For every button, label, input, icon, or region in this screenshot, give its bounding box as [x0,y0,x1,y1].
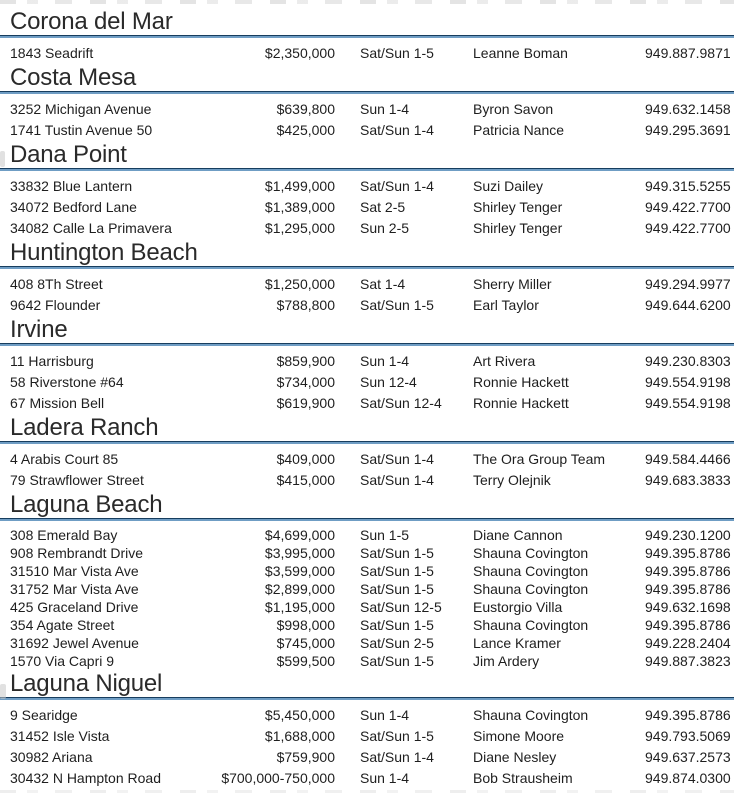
city-section [0,141,734,239]
listing-address: 308 Emerald Bay [10,527,118,543]
agent-phone: 949.395.8786 [645,617,731,633]
open-house-time: Sat/Sun 1-4 [360,178,434,194]
agent-phone: 949.793.5069 [645,728,731,744]
scan-artifact [0,684,6,699]
listing-price: $619,900 [276,395,335,411]
address-price-cell [10,562,335,580]
address-price-cell [10,616,335,634]
agent-phone: 949.887.3823 [645,653,731,669]
listing-price: $425,000 [276,122,335,138]
listing-row [0,393,734,414]
agent-phone: 949.554.9198 [645,374,731,390]
address-price-cell [10,768,335,789]
listing-row [0,43,734,64]
listing-row [0,634,734,652]
listing-price: $1,195,000 [264,599,335,615]
listing-price: $5,450,000 [264,707,335,723]
open-house-time: Sat/Sun 1-5 [360,45,434,61]
listing-row [0,705,734,726]
listing-rows [0,171,734,239]
listing-row [0,351,734,372]
listing-row [0,176,734,197]
listing-row [0,372,734,393]
address-price-cell [10,274,335,295]
open-house-time: Sat/Sun 12-5 [360,599,442,615]
listing-address: 9642 Flounder [10,297,101,313]
clipped-row-artifact-top [0,0,734,4]
listing-rows [0,38,734,64]
address-price-cell [10,120,335,141]
listing-address: 408 8Th Street [10,276,103,292]
agent-phone: 949.315.5255 [645,178,731,194]
listing-address: 33832 Blue Lantern [10,178,133,194]
listing-address: 1741 Tustin Avenue 50 [10,122,153,138]
listing-price: $2,899,000 [264,581,335,597]
agent-phone: 949.422.7700 [645,220,731,236]
listing-agent: Shauna Covington [473,545,589,561]
listing-price: $3,995,000 [264,545,335,561]
listing-row [0,470,734,491]
listing-address: 31452 Isle Vista [10,728,110,744]
agent-phone: 949.395.8786 [645,707,731,723]
address-price-cell [10,747,335,768]
listing-row [0,120,734,141]
open-house-time: Sat/Sun 1-4 [360,122,434,138]
listing-price: $759,900 [276,749,335,765]
listing-row [0,295,734,316]
listing-address: 3252 Michigan Avenue [10,101,152,117]
address-price-cell [10,197,335,218]
city-section [0,64,734,141]
city-heading: Huntington Beach [10,239,198,266]
city-section [0,316,734,414]
listing-price: $409,000 [276,451,335,467]
agent-phone: 949.228.2404 [645,635,731,651]
city-heading: Corona del Mar [10,8,173,35]
listing-agent: The Ora Group Team [473,451,606,467]
listing-price: $415,000 [276,472,335,488]
address-price-cell [10,634,335,652]
listing-address: 1843 Seadrift [10,45,94,61]
city-heading: Costa Mesa [10,64,137,91]
address-price-cell [10,218,335,239]
listing-agent: Shirley Tenger [473,220,563,236]
listing-agent: Patricia Nance [473,122,565,138]
open-house-time: Sun 1-4 [360,707,410,723]
agent-phone: 949.395.8786 [645,563,731,579]
listing-row [0,598,734,616]
agent-phone: 949.644.6200 [645,297,731,313]
listing-agent: Shauna Covington [473,617,589,633]
agent-phone: 949.294.9977 [645,276,731,292]
listing-address: 31692 Jewel Avenue [10,635,139,651]
listing-agent: Bob Strausheim [473,770,573,786]
listing-price: $1,295,000 [264,220,335,236]
listing-agent: Earl Taylor [473,297,539,313]
address-price-cell [10,99,335,120]
agent-phone: 949.295.3691 [645,122,731,138]
listing-address: 67 Mission Bell [10,395,105,411]
address-price-cell [10,393,335,414]
listing-price: $639,800 [276,101,335,117]
listing-price: $700,000-750,000 [221,770,335,786]
open-house-time: Sat/Sun 1-5 [360,563,434,579]
address-price-cell [10,726,335,747]
address-price-cell [10,526,335,544]
open-house-time: Sat/Sun 1-5 [360,728,434,744]
address-price-cell [10,544,335,562]
listing-agent: Shirley Tenger [473,199,563,215]
open-house-time: Sat 1-4 [360,276,406,292]
listing-row [0,616,734,634]
listing-agent: Diane Cannon [473,527,563,543]
open-house-time: Sun 1-4 [360,770,410,786]
listing-address: 31752 Mar Vista Ave [10,581,139,597]
city-heading: Irvine [10,316,68,343]
listing-agent: Ronnie Hackett [473,374,569,390]
listing-address: 1570 Via Capri 9 [10,653,115,669]
listing-price: $1,250,000 [264,276,335,292]
listing-row [0,449,734,470]
listing-price: $734,000 [276,374,335,390]
open-house-time: Sat/Sun 1-5 [360,653,434,669]
agent-phone: 949.422.7700 [645,199,731,215]
open-house-time: Sun 1-5 [360,527,410,543]
listing-price: $788,800 [276,297,335,313]
clipped-row-artifact-bottom [0,790,734,793]
listing-agent: Suzi Dailey [473,178,544,194]
listing-address: 34072 Bedford Lane [10,199,137,215]
listing-agent: Shauna Covington [473,581,589,597]
agent-phone: 949.554.9198 [645,395,731,411]
listing-rows [0,94,734,141]
open-house-time: Sat/Sun 1-5 [360,581,434,597]
listing-price: $1,389,000 [264,199,335,215]
listing-rows [0,269,734,316]
listing-price: $859,900 [276,353,335,369]
listing-agent: Byron Savon [473,101,554,117]
listing-price: $998,000 [276,617,335,633]
scan-artifact [0,151,5,167]
listing-row [0,726,734,747]
listing-address: 11 Harrisburg [10,353,94,369]
listing-row [0,99,734,120]
address-price-cell [10,351,335,372]
listing-rows [0,521,734,670]
agent-phone: 949.637.2573 [645,749,731,765]
listing-row [0,652,734,670]
open-house-time: Sat 2-5 [360,199,406,215]
listing-address: 79 Strawflower Street [10,472,144,488]
listing-agent: Eustorgio Villa [473,599,563,615]
listing-agent: Art Rivera [473,353,536,369]
open-house-time: Sat/Sun 1-5 [360,297,434,313]
agent-phone: 949.230.8303 [645,353,731,369]
listing-price: $599,500 [276,653,335,669]
listing-row [0,544,734,562]
listing-agent: Ronnie Hackett [473,395,569,411]
agent-phone: 949.887.9871 [645,45,731,61]
address-price-cell [10,372,335,393]
listing-agent: Simone Moore [473,728,565,744]
city-heading: Dana Point [10,141,127,168]
listing-address: 30432 N Hampton Road [10,770,161,786]
agent-phone: 949.584.4466 [645,451,731,467]
listing-row [0,218,734,239]
agent-phone: 949.632.1698 [645,599,731,615]
listing-address: 425 Graceland Drive [10,599,139,615]
open-house-time: Sat/Sun 12-4 [360,395,442,411]
listing-address: 908 Rembrandt Drive [10,545,144,561]
listing-address: 354 Agate Street [10,617,115,633]
city-section [0,670,734,789]
open-house-time: Sat/Sun 1-4 [360,472,434,488]
listing-address: 30982 Ariana [10,749,93,765]
agent-phone: 949.395.8786 [645,545,731,561]
open-house-time: Sat/Sun 1-4 [360,749,434,765]
listing-rows [0,700,734,789]
listing-agent: Shauna Covington [473,707,589,723]
listing-price: $745,000 [276,635,335,651]
listing-address: 31510 Mar Vista Ave [10,563,139,579]
city-section [0,491,734,670]
listing-agent: Diane Nesley [473,749,557,765]
listing-agent: Lance Kramer [473,635,561,651]
agent-phone: 949.874.0300 [645,770,731,786]
listing-row [0,526,734,544]
open-house-time: Sun 1-4 [360,101,410,117]
city-heading: Laguna Beach [10,491,163,518]
open-house-time: Sun 2-5 [360,220,410,236]
listing-row [0,768,734,789]
address-price-cell [10,652,335,670]
open-house-time: Sun 12-4 [360,374,417,390]
listing-address: 58 Riverstone #64 [10,374,124,390]
listing-price: $1,688,000 [264,728,335,744]
agent-phone: 949.632.1458 [645,101,731,117]
city-heading: Ladera Ranch [10,414,159,441]
agent-phone: 949.395.8786 [645,581,731,597]
listing-agent: Jim Ardery [473,653,540,669]
listing-agent: Sherry Miller [473,276,552,292]
listing-address: 9 Searidge [10,707,78,723]
listing-row [0,197,734,218]
open-house-time: Sat/Sun 2-5 [360,635,434,651]
open-house-time: Sun 1-4 [360,353,410,369]
listing-price: $2,350,000 [264,45,335,61]
listing-address: 4 Arabis Court 85 [10,451,119,467]
city-section [0,239,734,316]
city-heading: Laguna Niguel [10,670,163,697]
listing-row [0,580,734,598]
listing-row [0,562,734,580]
listing-agent: Terry Olejnik [473,472,551,488]
address-price-cell [10,43,335,64]
city-section [0,8,734,64]
agent-phone: 949.683.3833 [645,472,731,488]
address-price-cell [10,176,335,197]
listing-agent: Shauna Covington [473,563,589,579]
listing-rows [0,346,734,414]
listing-price: $3,599,000 [264,563,335,579]
listing-agent: Leanne Boman [473,45,568,61]
open-house-time: Sat/Sun 1-5 [360,617,434,633]
address-price-cell [10,470,335,491]
address-price-cell [10,295,335,316]
agent-phone: 949.230.1200 [645,527,731,543]
address-price-cell [10,705,335,726]
listing-price: $4,699,000 [264,527,335,543]
address-price-cell [10,449,335,470]
listing-row [0,747,734,768]
address-price-cell [10,580,335,598]
listing-address: 34082 Calle La Primavera [10,220,172,236]
listing-rows [0,444,734,491]
listing-price: $1,499,000 [264,178,335,194]
listing-row [0,274,734,295]
open-house-time: Sat/Sun 1-4 [360,451,434,467]
address-price-cell [10,598,335,616]
open-house-time: Sat/Sun 1-5 [360,545,434,561]
city-section [0,414,734,491]
